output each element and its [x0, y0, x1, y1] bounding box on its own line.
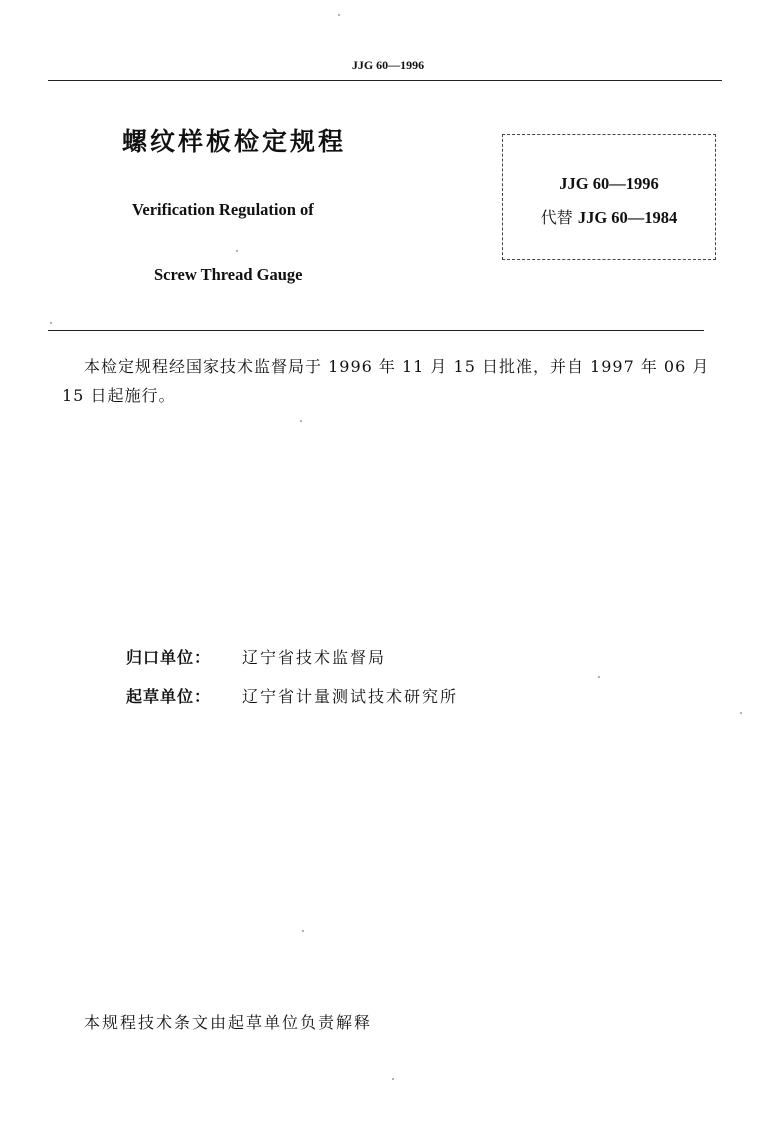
scan-speck [338, 14, 340, 16]
approval-statement: 本检定规程经国家技术监督局于 1996 年 11 月 15 日批准，并自 1997 年 06 月 15 日起施行。 [62, 357, 710, 405]
organization-value: 辽宁省计量测试技术研究所 [242, 687, 459, 706]
scan-speck [302, 930, 304, 932]
replaces-code: JJG 60—1984 [577, 208, 678, 227]
interpretation-note: 本规程技术条文由起草单位负责解释 [84, 1013, 373, 1032]
scan-speck [300, 420, 302, 422]
header-standard-code: JJG 60—1996 [351, 58, 425, 72]
organization-label: 起草单位： [126, 687, 212, 706]
organization-row-responsible [126, 645, 386, 668]
replaces-standard [502, 205, 716, 228]
header-rule [48, 80, 722, 81]
organization-row-drafting [126, 684, 458, 707]
standard-code-box [502, 134, 716, 260]
document-title-english-line-2: Screw Thread Gauge [154, 265, 303, 284]
document-title-english-line-1: Verification Regulation of [132, 200, 314, 219]
replaces-prefix: 代替 [540, 208, 573, 227]
scan-speck [598, 676, 600, 678]
section-rule [48, 330, 704, 331]
scan-speck [392, 1078, 394, 1080]
scan-speck [236, 250, 238, 252]
scan-speck [50, 322, 52, 324]
organization-label: 归口单位： [126, 648, 212, 667]
standard-code: JJG 60—1996 [559, 174, 659, 193]
scan-speck [740, 712, 742, 714]
document-title-chinese: 螺纹样板检定规程 [122, 127, 347, 156]
organization-value: 辽宁省技术监督局 [242, 648, 387, 667]
